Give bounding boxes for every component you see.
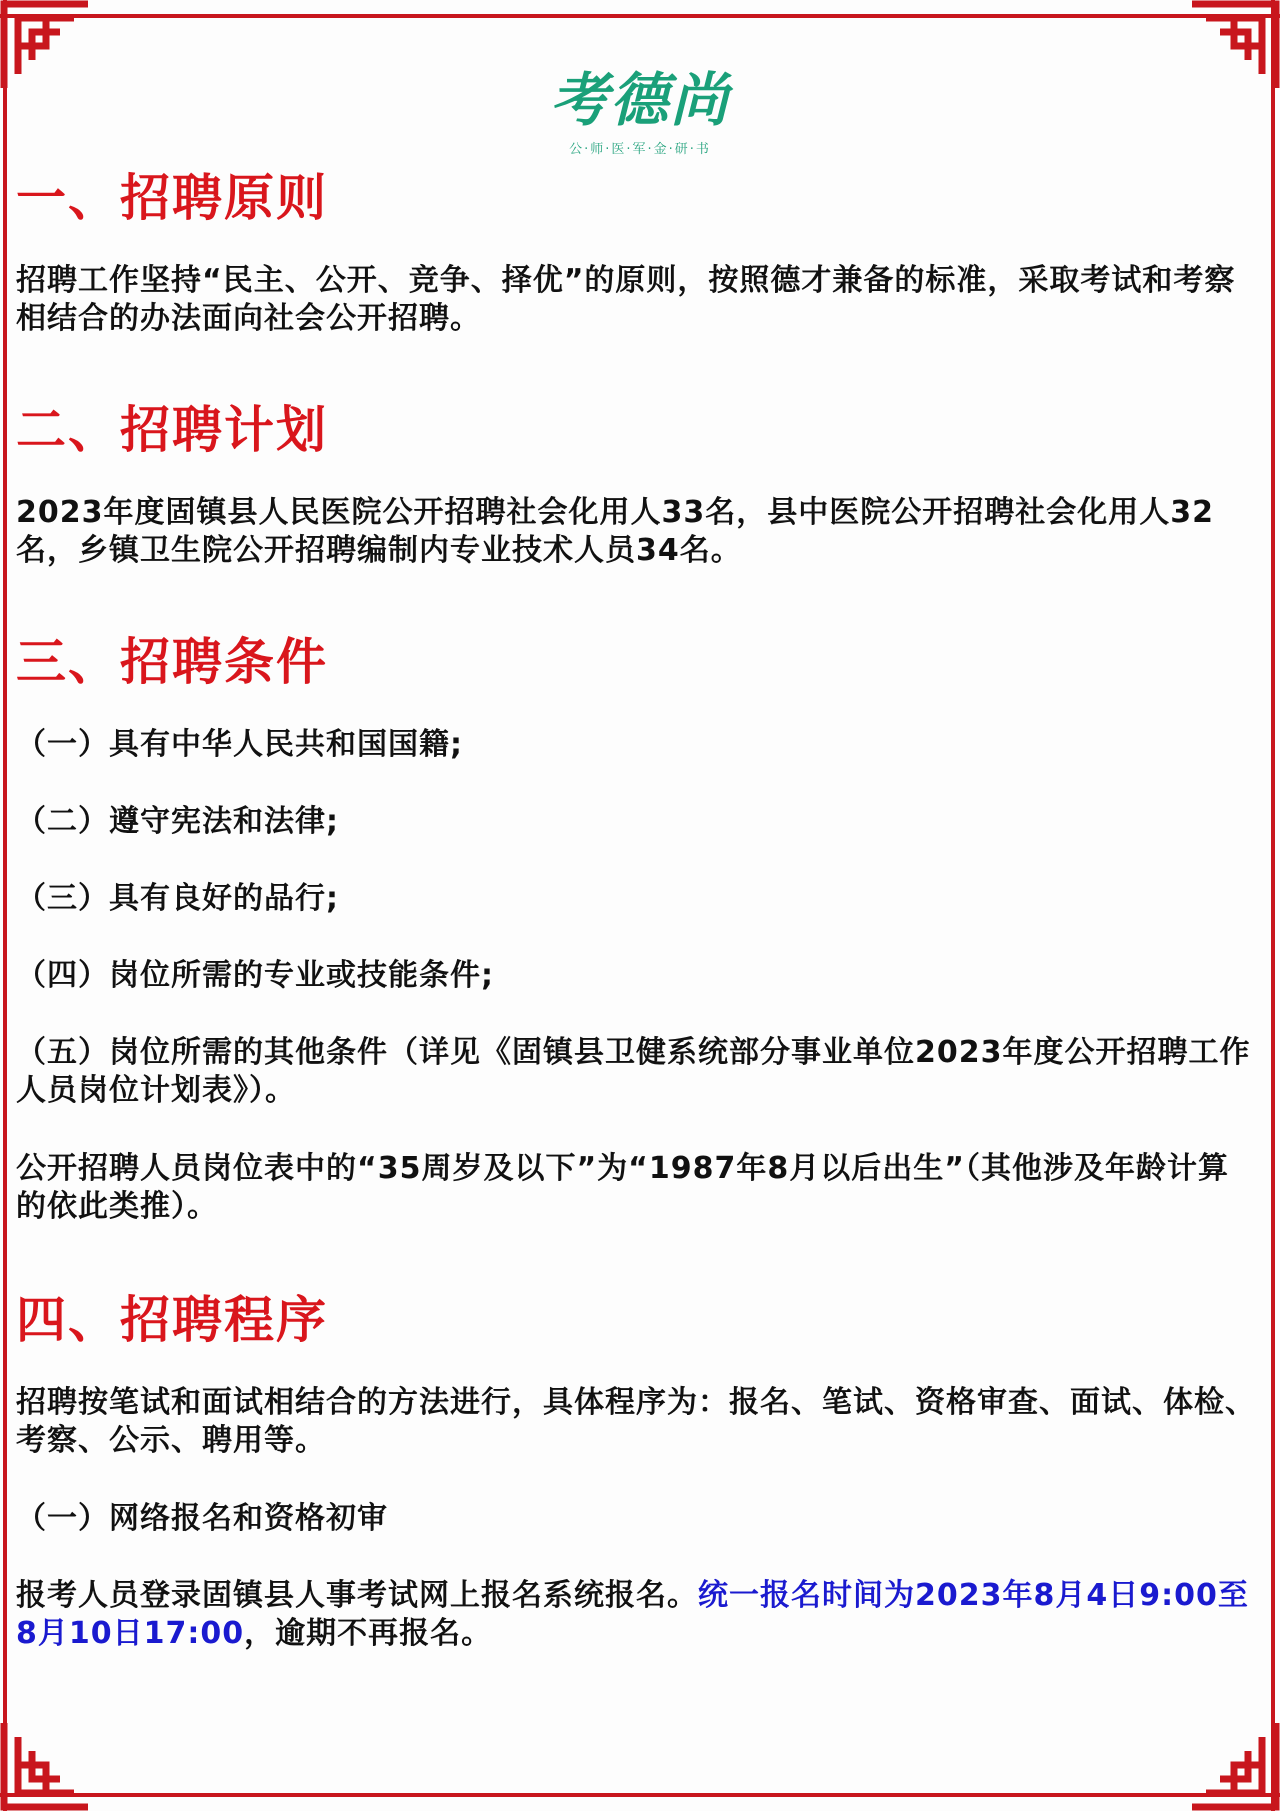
condition-item-5: （五）岗位所需的其他条件（详见《固镇县卫健系统部分事业单位2023年度公开招聘工作人员岗位计划表》）。 [16, 1035, 1251, 1108]
brand-tagline: 公·师·医·军·金·研·书 [569, 142, 711, 157]
section-heading-procedure: 四、招聘程序 [16, 1291, 328, 1349]
registration-deadline-text: ，逾期不再报名。 [244, 1616, 493, 1651]
condition-item-1: （一）具有中华人民共和国国籍; [16, 727, 463, 762]
paragraph-principles: 招聘工作坚持“民主、公开、竞争、择优”的原则，按照德才兼备的标准，采取考试和考察相结合的办法面向社会公开招聘。 [16, 263, 1236, 336]
condition-item-4: （四）岗位所需的专业或技能条件; [16, 958, 494, 993]
paragraph-plan: 2023年度固镇县人民医院公开招聘社会化用人33名，县中医院公开招聘社会化用人32名，乡镇卫生院公开招聘编制内专业技术人员34名。 [16, 495, 1214, 568]
frame-left-border [3, 0, 7, 1811]
section-heading-plan: 二、招聘计划 [16, 401, 328, 459]
corner-ornament-bottom-left [0, 1719, 92, 1811]
age-note: 公开招聘人员岗位表中的“35周岁及以下”为“1987年8月以后出生”（其他涉及年龄计算的依此类推）。 [16, 1151, 1229, 1224]
registration-time-highlight: 统一报名时间为2023年8月4日9:00至8月10日17:00 [16, 1578, 1249, 1651]
section-heading-conditions: 三、招聘条件 [16, 633, 328, 691]
condition-item-2: （二）遵守宪法和法律; [16, 804, 339, 839]
paragraph-registration [16, 1577, 1258, 1653]
sub-heading-online-registration: （一）网络报名和资格初审 [16, 1501, 388, 1536]
paragraph-procedure: 招聘按笔试和面试相结合的方法进行，具体程序为：报名、笔试、资格审查、面试、体检、考察、公示、聘用等。 [16, 1385, 1256, 1458]
corner-ornament-bottom-right [1188, 1719, 1280, 1811]
registration-text: 报考人员登录固镇县人事考试网上报名系统报名。 [16, 1578, 698, 1613]
brand-logo [0, 66, 1280, 157]
section-heading-principles: 一、招聘原则 [16, 169, 328, 227]
frame-bottom-border [0, 1793, 1280, 1797]
frame-right-border [1271, 0, 1275, 1811]
frame-top-border [0, 14, 1280, 18]
condition-item-3: （三）具有良好的品行; [16, 881, 339, 916]
brand-name: 考德尚 [549, 66, 730, 134]
